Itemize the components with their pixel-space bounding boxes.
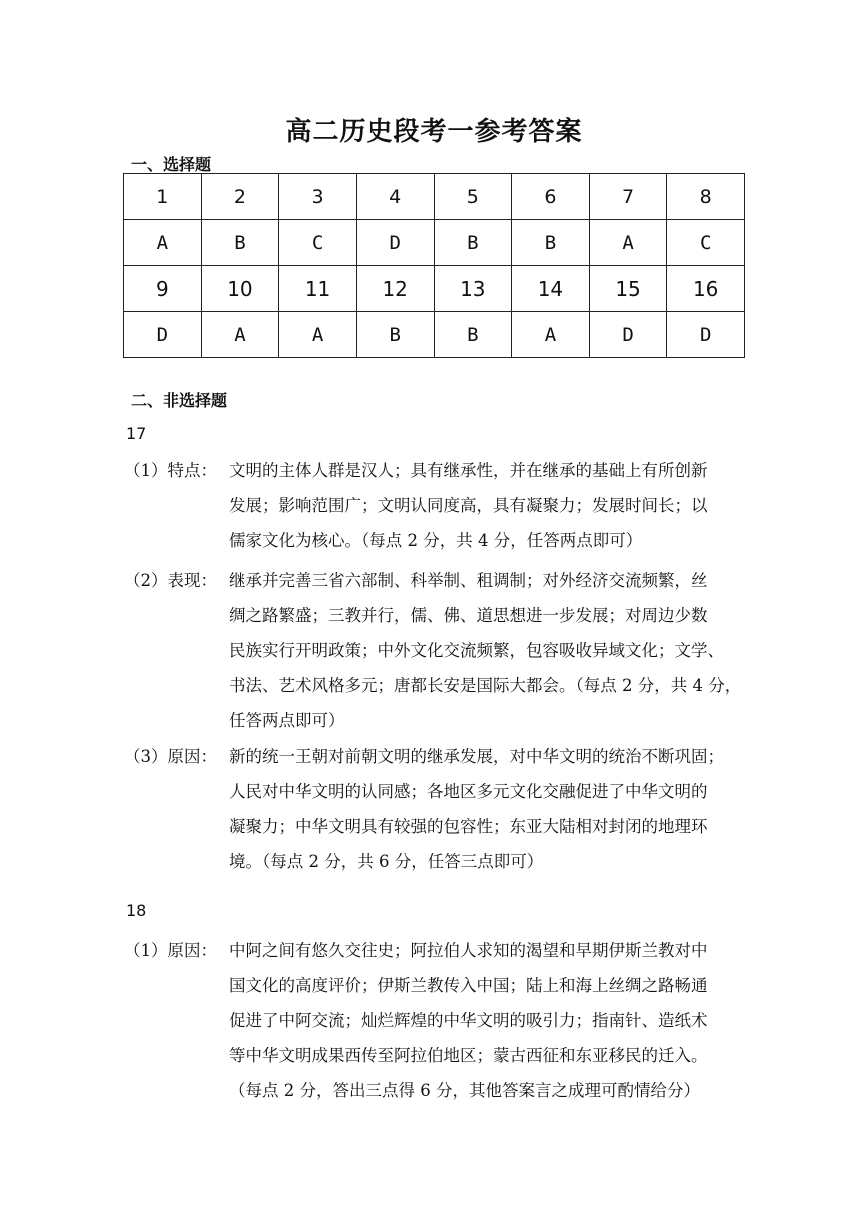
answer-line: 国文化的高度评价；伊斯兰教传入中国；陆上和海上丝绸之路畅通 <box>229 976 708 995</box>
answer-cell: C <box>279 220 357 266</box>
question-number: 6 <box>512 174 590 220</box>
answer-line: 书法、艺术风格多元；唐都长安是国际大都会。（每点 2 分，共 4 分， <box>229 676 742 695</box>
answer-line: 境。（每点 2 分，共 6 分，任答三点即可） <box>229 852 544 871</box>
table-row-numbers-1 <box>124 174 745 220</box>
answer-line: 儒家文化为核心。（每点 2 分，共 4 分，任答两点即可） <box>229 531 643 550</box>
answer-cell: D <box>667 312 745 358</box>
page-title: 高二历史段考一参考答案 <box>285 117 583 147</box>
answer-line: 中阿之间有悠久交往史；阿拉伯人求知的渴望和早期伊斯兰教对中 <box>229 941 708 960</box>
answer-line: 等中华文明成果西传至阿拉伯地区；蒙古西征和东亚移民的迁入。 <box>229 1046 708 1065</box>
answer-cell: C <box>667 220 745 266</box>
question-number: 3 <box>279 174 357 220</box>
answer-line: 新的统一王朝对前朝文明的继承发展，对中华文明的统治不断巩固； <box>229 747 724 766</box>
question-number: 4 <box>356 174 434 220</box>
answer-line: 促进了中阿交流；灿烂辉煌的中华文明的吸引力；指南针、造纸术 <box>229 1011 708 1030</box>
answer-line: 发展；影响范围广；文明认同度高，具有凝聚力；发展时间长；以 <box>229 496 708 515</box>
q17-part-1 <box>124 453 754 558</box>
question-number: 8 <box>667 174 745 220</box>
q17-part-3 <box>124 739 754 879</box>
answer-cell: A <box>279 312 357 358</box>
answer-line: 凝聚力；中华文明具有较强的包容性；东亚大陆相对封闭的地理环 <box>229 817 708 836</box>
answer-line: 民族实行开明政策；中外文化交流频繁，包容吸收异域文化；文学、 <box>229 641 724 660</box>
part-label: （1）原因： <box>124 941 217 960</box>
question-number: 7 <box>589 174 667 220</box>
answer-line: 绸之路繁盛；三教并行，儒、佛、道思想进一步发展；对周边少数 <box>229 606 708 625</box>
question-number: 5 <box>434 174 512 220</box>
part-label: （2）表现： <box>124 571 217 590</box>
section-heading-free-response: 二、非选择题 <box>131 391 228 410</box>
answer-line: 文明的主体人群是汉人；具有继承性，并在继承的基础上有所创新 <box>229 461 708 480</box>
question-number: 14 <box>512 266 590 312</box>
table-row-answers-1 <box>124 220 745 266</box>
answer-cell: B <box>434 312 512 358</box>
question-number: 10 <box>201 266 279 312</box>
q18-part-1 <box>124 933 754 1108</box>
answer-cell: B <box>356 312 434 358</box>
answer-cell: A <box>512 312 590 358</box>
answer-cell: D <box>356 220 434 266</box>
question-number: 1 <box>124 174 202 220</box>
answer-line: （每点 2 分，答出三点得 6 分，其他答案言之成理可酌情给分） <box>229 1081 700 1100</box>
answer-line: 任答两点即可） <box>229 711 345 730</box>
q17-part-2 <box>124 563 754 738</box>
answer-cell: A <box>124 220 202 266</box>
table-row-answers-2 <box>124 312 745 358</box>
question-number: 9 <box>124 266 202 312</box>
answer-cell: A <box>201 312 279 358</box>
section-heading-multiple-choice: 一、选择题 <box>131 155 212 174</box>
part-label: （3）原因： <box>124 747 217 766</box>
answer-cell: B <box>512 220 590 266</box>
answer-cell: D <box>124 312 202 358</box>
answer-cell: B <box>201 220 279 266</box>
answer-line: 继承并完善三省六部制、科举制、租调制；对外经济交流频繁，丝 <box>229 571 708 590</box>
part-label: （1）特点： <box>124 461 217 480</box>
question-number: 11 <box>279 266 357 312</box>
question-number: 16 <box>667 266 745 312</box>
question-18-number: 18 <box>126 901 147 920</box>
question-number: 12 <box>356 266 434 312</box>
question-number: 15 <box>589 266 667 312</box>
table-row-numbers-2 <box>124 266 745 312</box>
answer-table <box>123 173 745 358</box>
answer-cell: D <box>589 312 667 358</box>
answer-cell: B <box>434 220 512 266</box>
question-number: 2 <box>201 174 279 220</box>
question-17-number: 17 <box>126 424 147 443</box>
question-number: 13 <box>434 266 512 312</box>
answer-cell: A <box>589 220 667 266</box>
answer-line: 人民对中华文明的认同感；各地区多元文化交融促进了中华文明的 <box>229 782 708 801</box>
